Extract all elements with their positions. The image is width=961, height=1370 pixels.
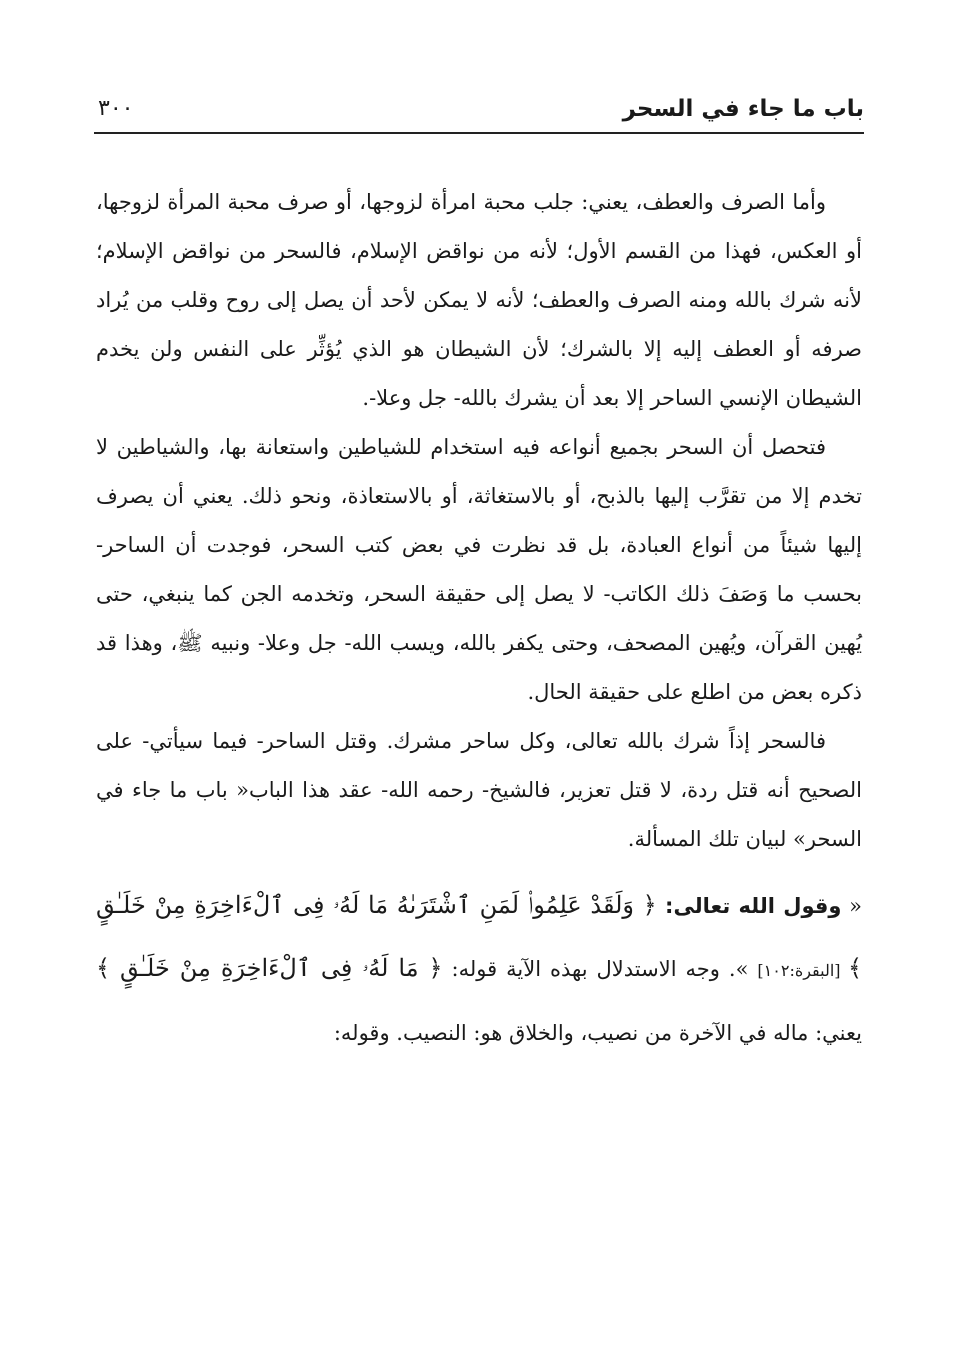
open-quote: « <box>841 894 862 918</box>
explanation-lead: وجه الاستدلال بهذه الآية قوله: <box>442 957 729 981</box>
chapter-title: باب ما جاء في السحر <box>622 96 864 122</box>
verse-paragraph <box>96 874 862 1064</box>
paragraph-1: وأما الصرف والعطف، يعني: جلب محبة امرأة لزوجها، أو صرف محبة المرأة لزوجها، أو العكس، فهذا من القسم الأول؛ لأنه من نواقض الإسلام، فالسحر من نواقض الإسلام؛ لأنه شرك بالله ومنه الصرف والعطف؛ لأنه لا يمكن لأحد أن يصل إلى روح وقلب من يُراد صرفه أو العطف إليه إلا بالشرك؛ لأن الشيطان هو الذي يُؤثِّر على النفس ولن يخدم الشيطان الإنسي الساحر إلا بعد أن يشرك بالله- جل وعلا-. <box>96 190 862 410</box>
paragraph-2: فتحصل أن السحر بجميع أنواعه فيه استخدام للشياطين واستعانة بها، والشياطين لا تخدم إلا من تقرَّب إليها بالذبح، أو بالاستغاثة، أو بالاستعاذة، ونحو ذلك. يعني أن يصرف إليها شيئاً من أنواع العبادة، بل قد نظرت في بعض كتب السحر، فوجدت أن الساحر- بحسب ما وَصَفَ ذلك الكاتب- لا يصل إلى حقيقة السحر، وتخدمه الجن كما ينبغي، حتى يُهين القرآن، ويُهين المصحف، وحتى يكفر بالله، ويسب الله- جل وعلا- ونبيه ﷺ، وهذا قد ذكره بعض من اطلع على حقيقة الحال. <box>96 435 862 704</box>
verse-lead: وقول الله تعالى: <box>656 894 842 918</box>
verse-reference: [البقرة:١٠٢] <box>757 961 848 980</box>
close-quote: ». <box>728 957 758 981</box>
body-text <box>96 178 862 1064</box>
page-number: ٣٠٠ <box>98 96 134 121</box>
header-divider <box>94 132 864 134</box>
explanation-tail: يعني: ماله في الآخرة من نصيب، والخلاق هو: النصيب. وقوله: <box>333 1021 862 1045</box>
quran-verse: ﴿ وَلَقَدْ عَلِمُوا۟ لَمَنِ ٱشْتَرَىٰهُ مَا لَهُۥ فِى ٱلْءَاخِرَةِ مِنْ خَلَـٰقٍ ﴾ <box>96 891 862 982</box>
page-header <box>94 92 864 132</box>
paragraph-3: فالسحر إذاً شرك بالله تعالى، وكل ساحر مشرك. وقتل الساحر- فيما سيأتي- على الصحيح أنه قتل ردة، لا قتل تعزير، فالشيخ- رحمه الله- عقد هذا الباب« باب ما جاء في السحر» لبيان تلك المسألة. <box>96 729 862 851</box>
quran-verse-part: ﴿ مَا لَهُۥ فِى ٱلْءَاخِرَةِ مِنْ خَلَـٰقٍ ﴾ <box>96 954 443 982</box>
